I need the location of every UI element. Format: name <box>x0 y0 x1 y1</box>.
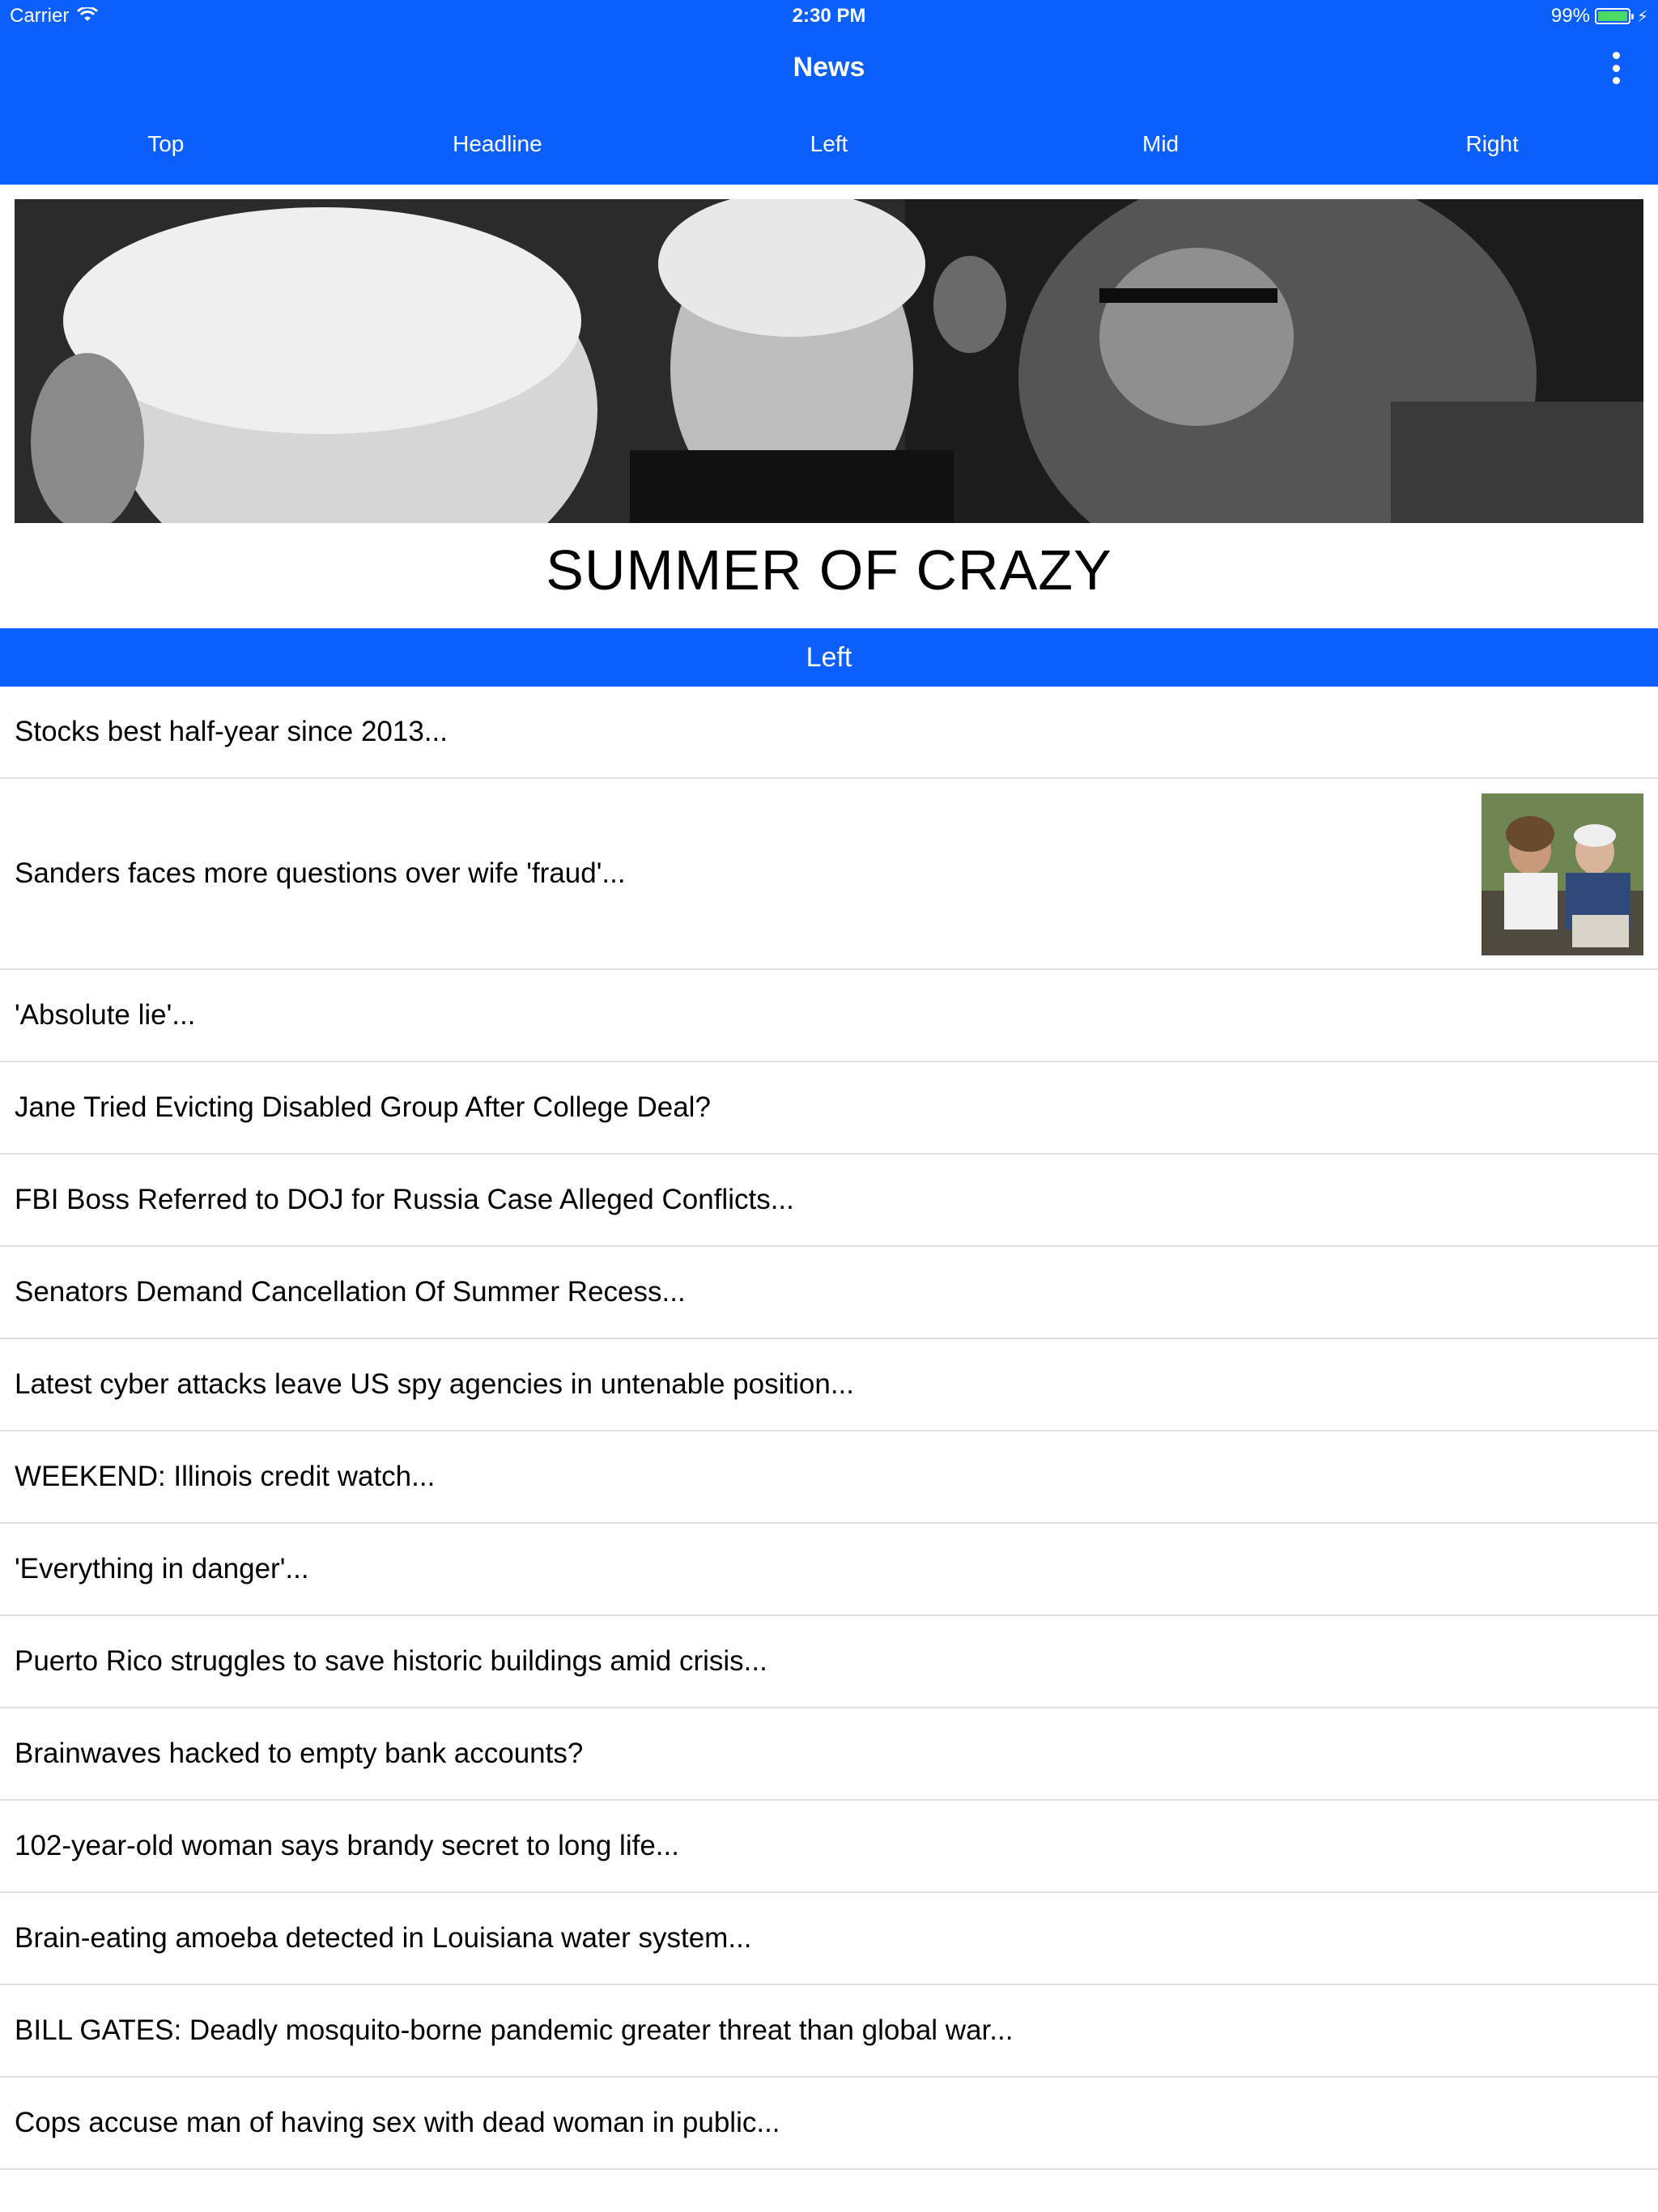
news-list <box>0 687 1658 2170</box>
battery-icon <box>1595 8 1630 24</box>
tab-headline[interactable]: Headline <box>453 131 542 156</box>
news-item-title: Senators Demand Cancellation Of Summer Recess... <box>15 1276 686 1308</box>
news-item-title: 'Everything in danger'... <box>15 1553 309 1585</box>
app-header <box>0 0 1658 185</box>
battery-indicator <box>1551 5 1648 28</box>
news-item[interactable] <box>0 1431 1658 1524</box>
status-time: 2:30 PM <box>792 5 866 27</box>
news-item-title: Cops accuse man of having sex with dead woman in public... <box>15 2107 780 2138</box>
news-item-title: Brain-eating amoeba detected in Louisiana water system... <box>15 1922 752 1954</box>
tab-right[interactable]: Right <box>1465 131 1519 156</box>
hero-image[interactable] <box>15 199 1643 523</box>
tab-bar <box>0 120 1658 168</box>
news-item-title: Puerto Rico struggles to save historic buildings amid crisis... <box>15 1645 767 1677</box>
news-item[interactable] <box>0 1524 1658 1616</box>
status-bar <box>0 0 1658 32</box>
news-item-title: Stocks best half-year since 2013... <box>15 716 448 747</box>
news-item[interactable] <box>0 2078 1658 2170</box>
news-item-title: 'Absolute lie'... <box>15 999 196 1031</box>
news-item-title: FBI Boss Referred to DOJ for Russia Case Alleged Conflicts... <box>15 1184 794 1215</box>
news-item-title: BILL GATES: Deadly mosquito-borne pandemic greater threat than global war... <box>15 2014 1014 2046</box>
news-item[interactable] <box>0 1062 1658 1155</box>
news-item[interactable] <box>0 1155 1658 1247</box>
news-item[interactable] <box>0 1616 1658 1708</box>
section-header: Left <box>0 628 1658 687</box>
charging-bolt-icon: ⚡ <box>1636 7 1648 26</box>
news-item-title: WEEKEND: Illinois credit watch... <box>15 1461 436 1492</box>
news-item[interactable] <box>0 1339 1658 1431</box>
news-item-title: Sanders faces more questions over wife 'fraud'... <box>15 857 626 889</box>
battery-percent: 99% <box>1550 5 1590 27</box>
news-thumbnail <box>1482 793 1643 955</box>
news-item[interactable] <box>0 970 1658 1062</box>
news-item[interactable] <box>0 687 1658 779</box>
hero-photo-illustration <box>15 199 1643 523</box>
news-item[interactable] <box>0 1708 1658 1801</box>
tab-top[interactable]: Top <box>147 131 185 156</box>
news-item-title: 102-year-old woman says brandy secret to long life... <box>15 1830 679 1861</box>
news-item-title: Jane Tried Evicting Disabled Group After College Deal? <box>15 1091 711 1123</box>
page-title: News <box>793 52 865 83</box>
thumbnail-photo-illustration <box>1482 793 1643 955</box>
news-item[interactable] <box>0 1801 1658 1893</box>
news-item[interactable] <box>0 1247 1658 1339</box>
battery-level-fill <box>1598 11 1627 21</box>
news-item-title: Brainwaves hacked to empty bank accounts? <box>15 1738 584 1769</box>
news-item-title: Latest cyber attacks leave US spy agencies in untenable position... <box>15 1368 854 1400</box>
news-item[interactable] <box>0 1985 1658 2078</box>
news-item[interactable] <box>0 779 1658 970</box>
more-vertical-icon[interactable] <box>1606 52 1626 84</box>
hero-headline[interactable]: SUMMER OF CRAZY <box>546 538 1112 602</box>
carrier-label: Carrier <box>10 5 70 27</box>
news-item[interactable] <box>0 1893 1658 1985</box>
tab-left[interactable]: Left <box>810 131 848 156</box>
tab-mid[interactable]: Mid <box>1142 131 1180 156</box>
